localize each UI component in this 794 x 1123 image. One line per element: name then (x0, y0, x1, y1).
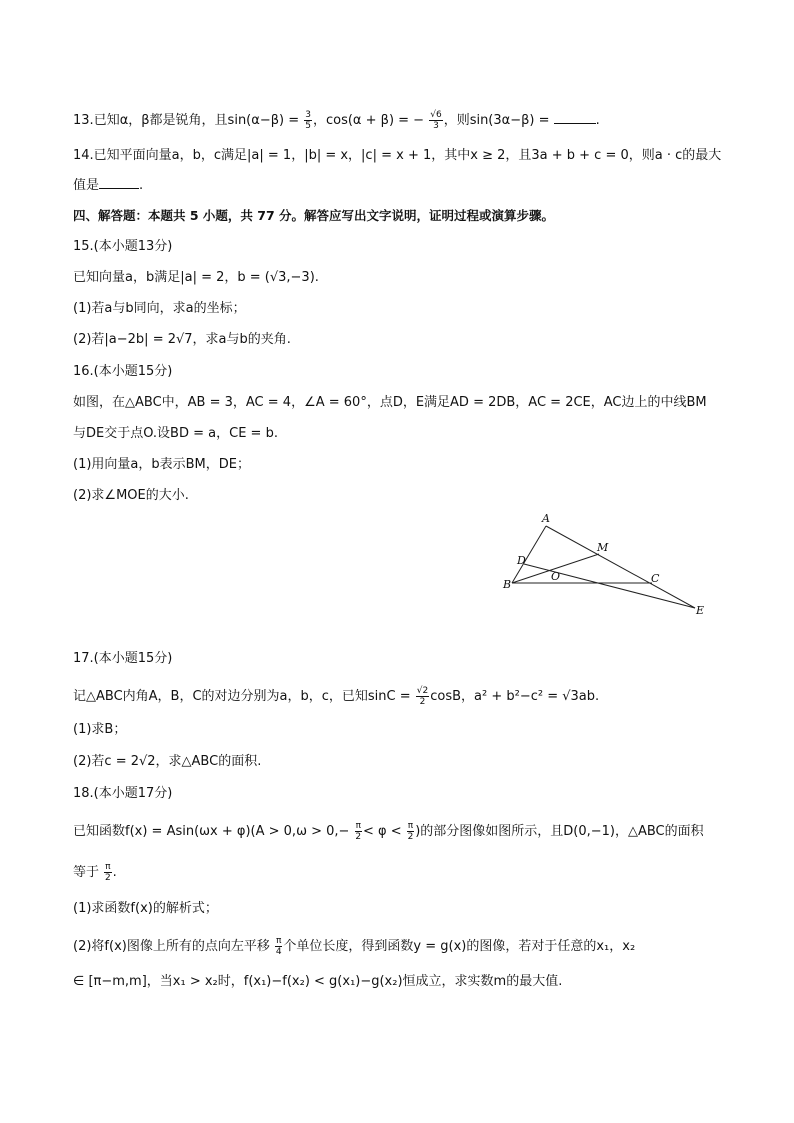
q18-frac-shift: $\frac{\pi}{4}$ (275, 936, 282, 957)
triangle-figure (500, 508, 710, 618)
q16-stem-line1: 如图，在△ABC中，AB = 3，AC = 4，∠A = 60°，点D，E满足AD = 2DB，AC = 2CE，AC边上的中线BM (73, 395, 707, 410)
q18-part1: (1)求函数f(x)的解析式； (73, 901, 218, 916)
q18-part2-line1: (2)将f(x)图像上所有的点向左平移 $\frac{\pi}{4}$ 个单位长度，得到函数y = g(x)的图像，若对于任意的x₁，x₂ (73, 936, 636, 957)
q14-line1: 14.已知平面向量a，b，c满足|a| = 1，|b| = x，|c| = x + 1，其中x ≥ 2，且3a + b + c = 0，则a · c的最大 (73, 148, 722, 163)
q16-stem-line2: 与DE交于点O.设BD = a，CE = b. (73, 426, 278, 441)
q13-answer-blank[interactable] (554, 111, 596, 124)
q18-header: 18.(本小题17分) (73, 786, 173, 801)
q13-frac1: $\frac{3}{5}$ (305, 110, 311, 131)
label-M: M (597, 541, 609, 554)
label-D: D (517, 554, 526, 567)
segment-DE (524, 564, 695, 608)
q13-frac2: $\frac{√6}{3}$ (430, 110, 442, 131)
q16-part2: (2)求∠MOE的大小. (73, 488, 189, 503)
label-O: O (551, 570, 561, 583)
segment-AE (546, 526, 695, 608)
label-B: B (503, 578, 512, 591)
q15-header: 15.(本小题13分) (73, 239, 173, 254)
label-A: A (542, 512, 550, 525)
q18-frac-area: $\frac{\pi}{2}$ (105, 862, 111, 883)
q18-stem-line1: 已知函数f(x) = Asin(ωx + φ)(A > 0,ω > 0,− $\frac{\pi}{2}$ < φ < $\frac{\pi}{2}$ )的部分图像如图所示，且D(0,−1)，△ABC的面积 (73, 821, 704, 842)
q15-part1: (1)若a与b同向，求a的坐标； (73, 301, 246, 316)
label-E: E (696, 604, 705, 617)
q18-part2-line2: ∈ [π−m,m]，当x₁ > x₂时，f(x₁)−f(x₂) < g(x₁)−g(x₂)恒成立，求实数m的最大值. (73, 974, 563, 989)
q15-stem: 已知向量a，b满足|a| = 2，b = (√3,−3). (73, 270, 319, 285)
section-heading: 四、解答题：本题共 5 小题，共 77 分。解答应写出文字说明，证明过程或演算步骤。 (73, 208, 555, 223)
q18-stem-line2: 等于 $\frac{\pi}{2}$ . (73, 862, 117, 883)
q16-part1: (1)用向量a，b表示BM，DE； (73, 457, 250, 472)
q16-header: 16.(本小题15分) (73, 364, 173, 379)
q14-line2: 值是 . (73, 178, 144, 193)
q18-frac-right: $\frac{\pi}{2}$ (407, 821, 414, 842)
q18-frac-left: $\frac{\pi}{2}$ (355, 821, 362, 842)
q17-part2: (2)若c = 2√2，求△ABC的面积. (73, 754, 262, 769)
q13-line: 13.已知α，β都是锐角，且sin(α−β) = $\frac{3}{5}$ ，cos(α + β) = − $\frac{√6}{3}$ ，则sin(3α−β) = . (73, 110, 600, 131)
q15-part2: (2)若|a−2b| = 2√7，求a与b的夹角. (73, 332, 291, 347)
q14-answer-blank[interactable] (99, 176, 139, 189)
q17-part1: (1)求B； (73, 722, 127, 737)
q17-header: 17.(本小题15分) (73, 651, 173, 666)
q17-frac: $\frac{√2}{2}$ (416, 686, 429, 707)
label-C: C (651, 572, 660, 585)
q17-stem: 记△ABC内角A，B，C的对边分别为a，b，c，已知sinC = $\frac{√2}{2}$ cosB，a² + b²−c² = √3ab. (73, 686, 600, 707)
